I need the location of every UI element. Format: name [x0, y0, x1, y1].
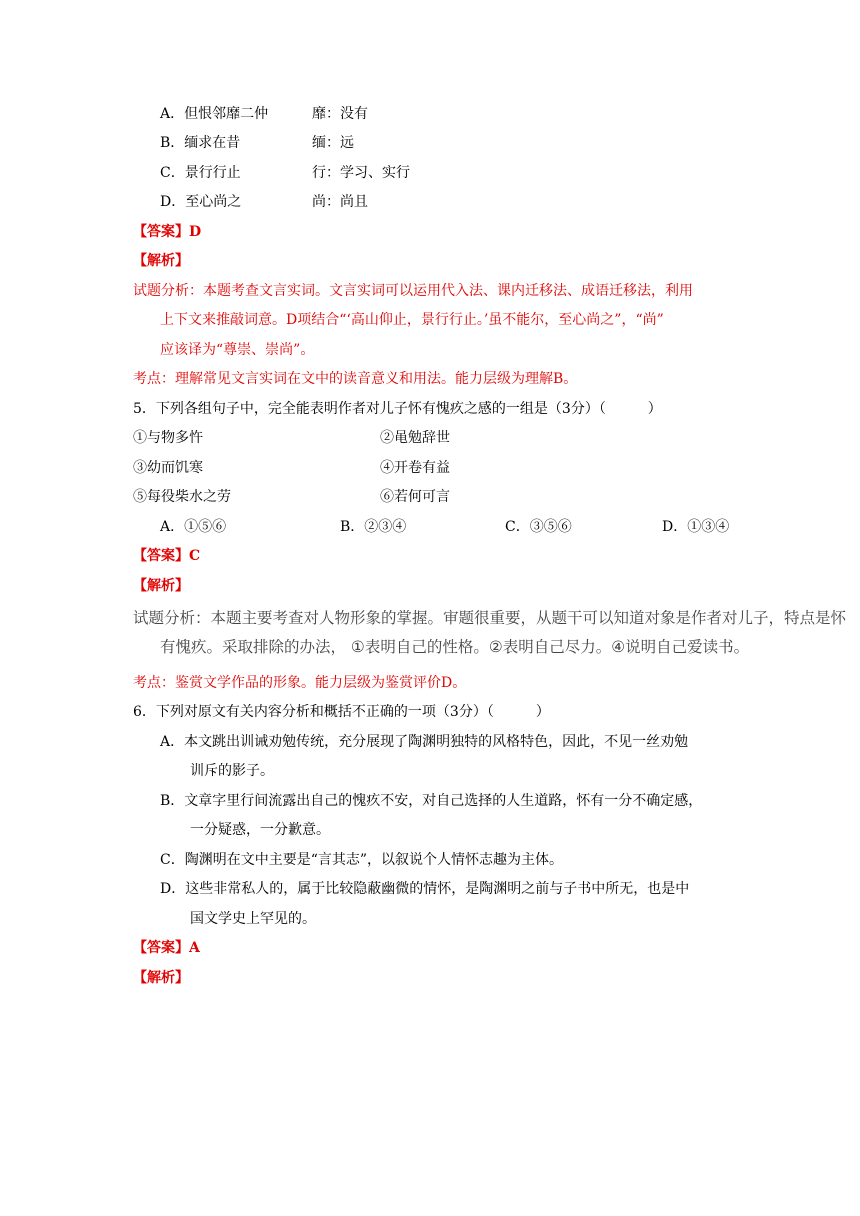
q4-answer: 【答案】D — [133, 224, 202, 240]
q4-analysis-line-2: 上下文来推敲词意。D项结合“‘高山仰止，景行行止。’虽不能尔，至心尚之”，“尚” — [160, 312, 664, 328]
q4-option-d: D．至心尚之 — [160, 194, 242, 210]
q6-stem: 6．下列对原文有关内容分析和概括不正确的一项（3分）（ ） — [133, 704, 550, 720]
q5-analysis-line-1: 试题分析：本题主要考查对人物形象的掌握。审题很重要，从题干可以知道对象是作者对儿子，特点是怀 — [133, 609, 847, 627]
q6-option-b-line-2: 一分疑惑，一分歉意。 — [190, 822, 330, 838]
q5-point: 考点：鉴赏文学作品的形象。能力层级为鉴赏评价D。 — [133, 675, 467, 691]
q5-item-1: ①与物多忤 — [133, 430, 203, 446]
q5-choice-a: A．①⑤⑥ — [160, 519, 227, 535]
q5-item-6: ⑥若何可言 — [380, 489, 450, 505]
q6-option-a-line-2: 训斥的影子。 — [190, 763, 274, 779]
q6-option-d-line-2: 国文学史上罕见的。 — [190, 911, 316, 927]
q6-option-a-line-1: A．本文跳出训诫劝勉传统，充分展现了陶渊明独特的风格特色，因此，不见一丝劝勉 — [160, 734, 689, 750]
q5-stem: 5．下列各组句子中，完全能表明作者对儿子怀有愧疚之感的一组是（3分）（ ） — [133, 401, 662, 417]
q5-item-4: ④开卷有益 — [380, 460, 450, 476]
q5-choice-d: D．①③④ — [662, 519, 730, 535]
q5-item-2: ②黾勉辞世 — [380, 430, 450, 446]
q6-option-d-line-1: D．这些非常私人的，属于比较隐蔽幽微的情怀，是陶渊明之前与子书中所无，也是中 — [160, 881, 690, 897]
q4-analysis-label: 【解析】 — [133, 253, 189, 269]
q5-choice-c: C．③⑤⑥ — [505, 519, 572, 535]
q4-option-c-gloss: 行：学习、实行 — [312, 165, 410, 181]
q6-analysis-label: 【解析】 — [133, 970, 189, 986]
q5-analysis-label: 【解析】 — [133, 578, 189, 594]
q4-analysis-line-3: 应该译为“尊崇、崇尚”。 — [160, 342, 315, 358]
q6-option-b-line-1: B．文章字里行间流露出自己的愧疚不安，对自己选择的人生道路，怀有一分不确定感， — [160, 793, 703, 809]
q4-option-d-gloss: 尚：尚且 — [312, 194, 368, 210]
q4-option-a: A．但恨邻靡二仲 — [160, 106, 269, 122]
q4-option-c: C．景行行止 — [160, 165, 241, 181]
q4-option-b-gloss: 缅：远 — [312, 135, 354, 151]
q5-answer: 【答案】C — [133, 548, 201, 564]
q5-item-3: ③幼而饥寒 — [133, 460, 203, 476]
q4-analysis-line-1: 试题分析：本题考查文言实词。文言实词可以运用代入法、课内迁移法、成语迁移法，利用 — [133, 283, 693, 299]
q5-analysis-line-2: 有愧疚。采取排除的办法， ①表明自己的性格。②表明自己尽力。④说明自己爱读书。 — [160, 638, 750, 656]
q5-item-5: ⑤每役柴水之劳 — [133, 489, 231, 505]
q6-option-c: C．陶渊明在文中主要是“言其志”，以叙说个人情怀志趣为主体。 — [160, 852, 564, 868]
q4-point: 考点：理解常见文言实词在文中的读音意义和用法。能力层级为理解B。 — [133, 371, 578, 387]
q4-option-a-gloss: 靡：没有 — [312, 106, 368, 122]
q6-answer: 【答案】A — [133, 940, 200, 956]
q4-option-b: B．缅求在昔 — [160, 135, 241, 151]
q5-choice-b: B．②③④ — [340, 519, 407, 535]
